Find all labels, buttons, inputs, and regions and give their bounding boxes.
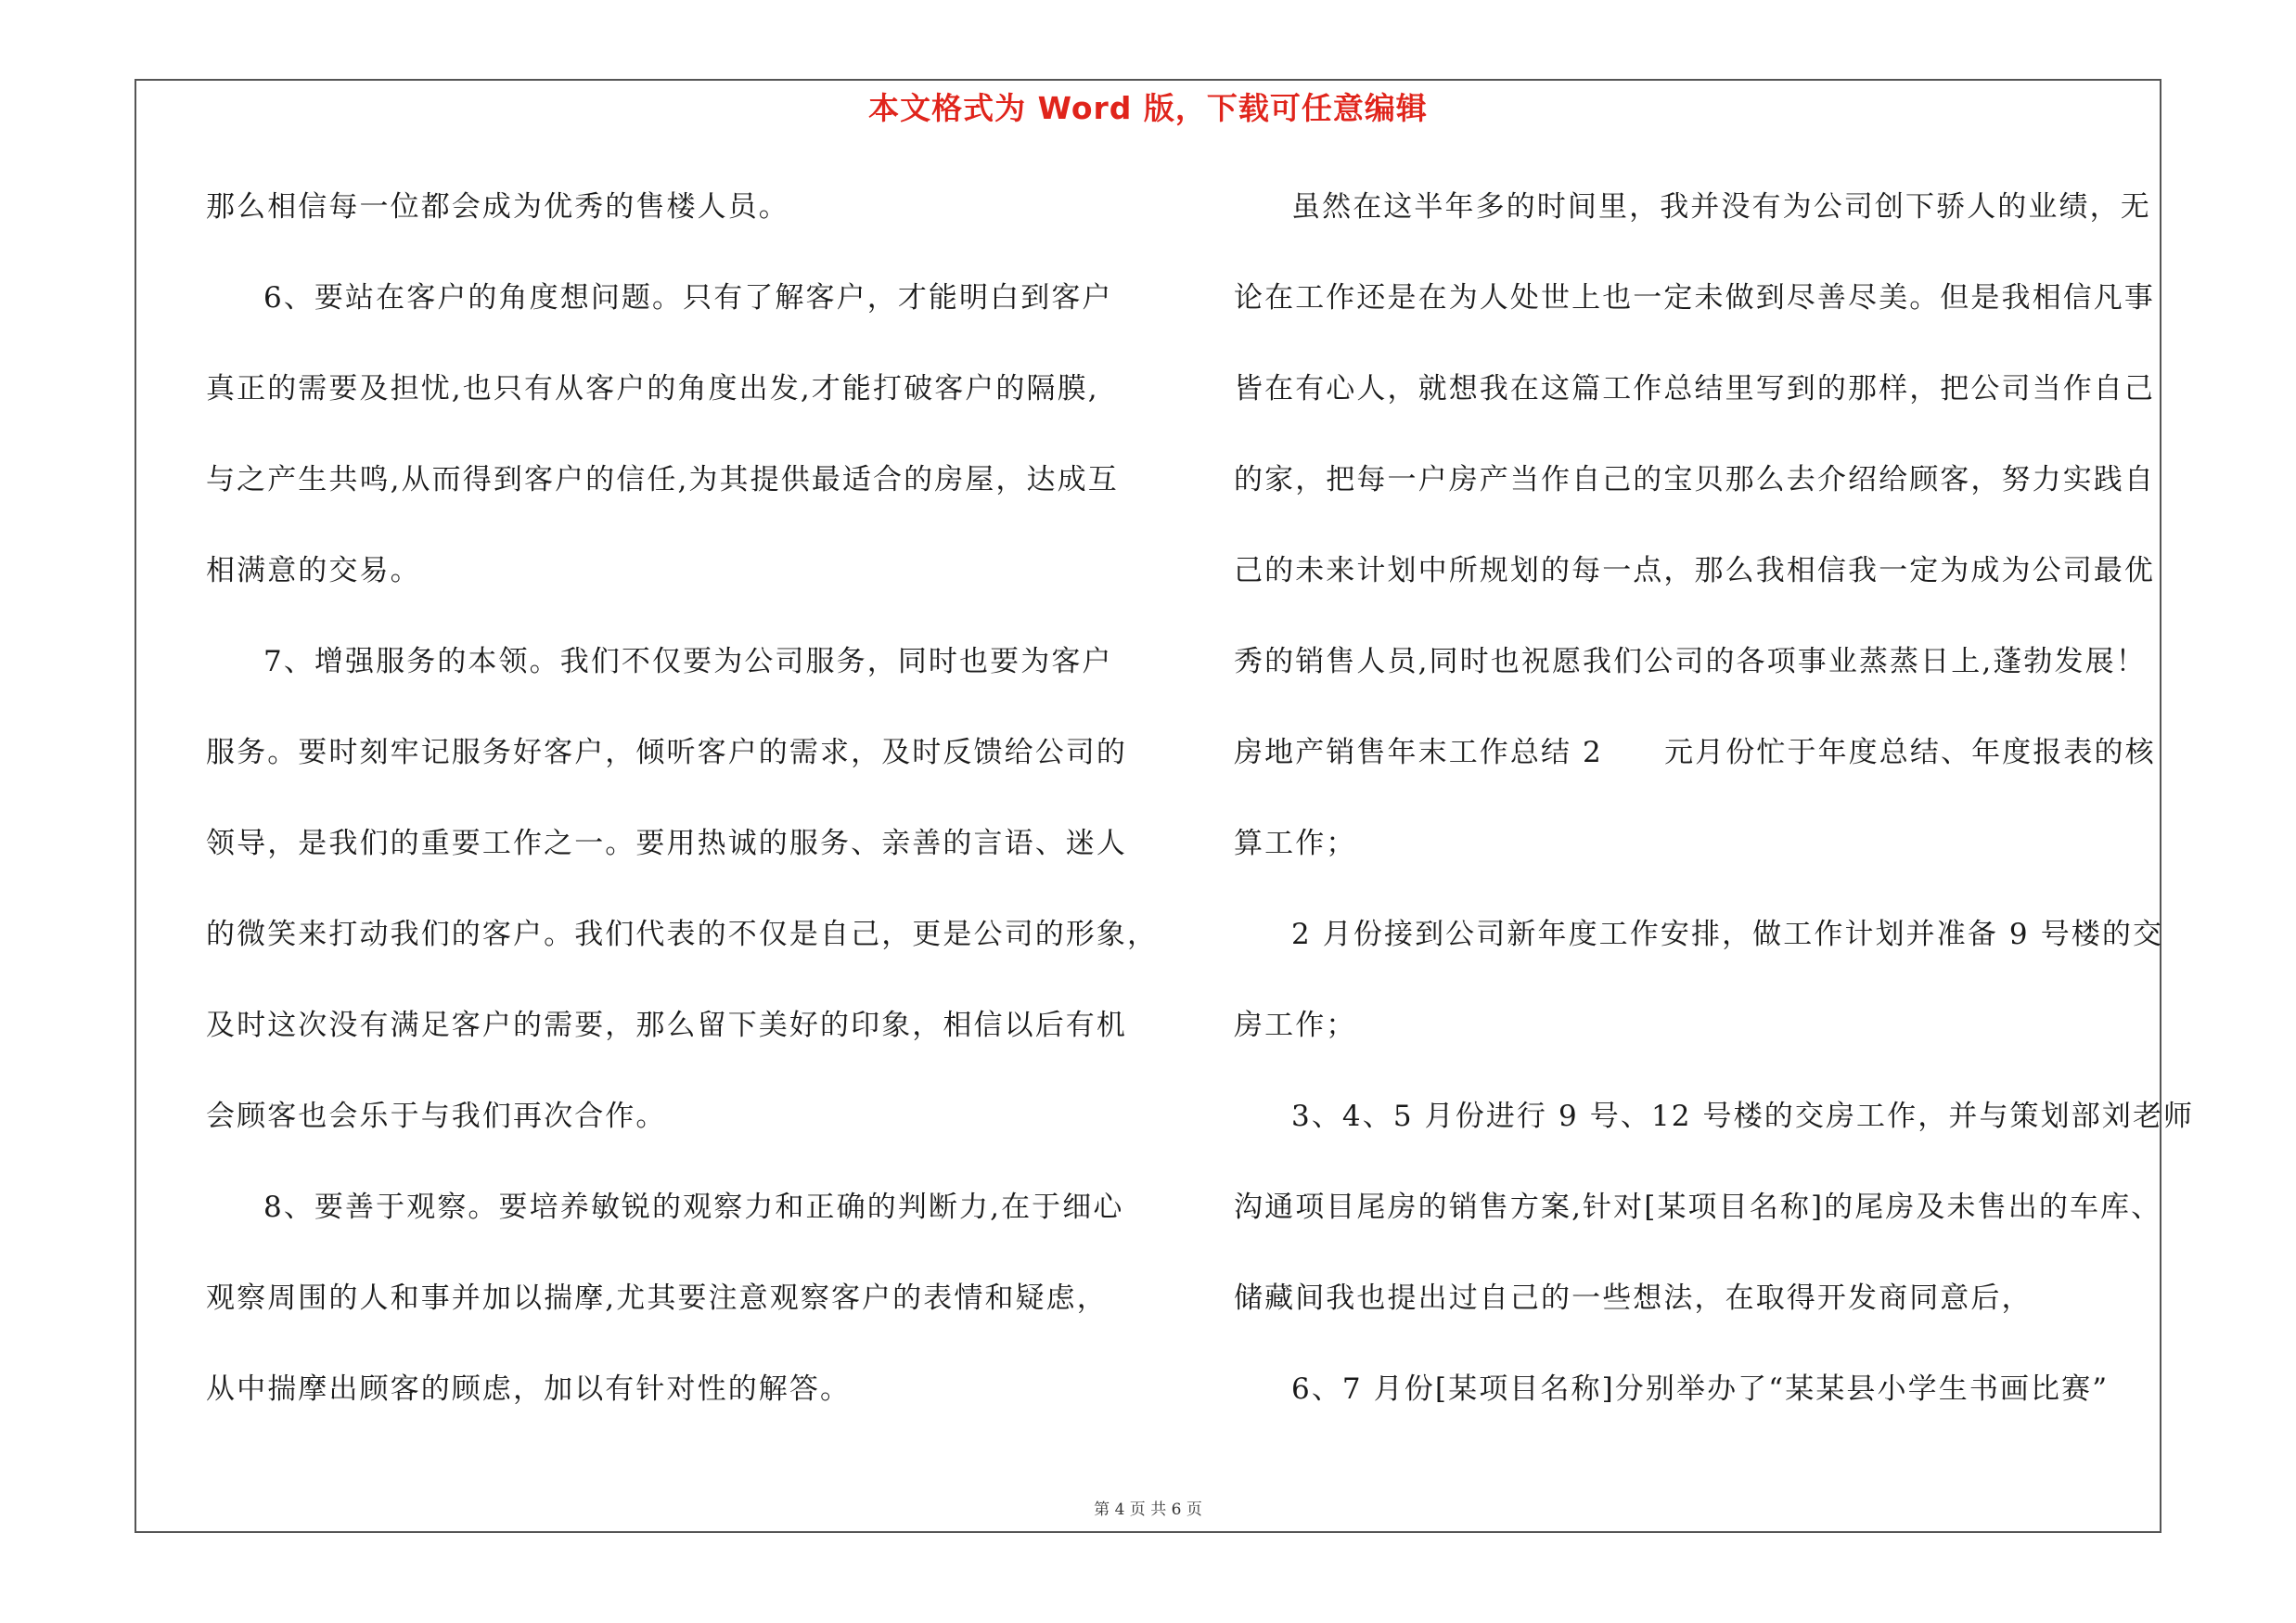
text-line: 领导，是我们的重要工作之一。要用热诚的服务、亲善的言语、迷人 [206,827,1127,860]
text-line: 6、7 月份[某项目名称]分别举办了“某某县小学生书画比赛” [1291,1372,2110,1406]
text-line: 储藏间我也提出过自己的一些想法，在取得开发商同意后， [1234,1282,2033,1315]
text-line: 房工作； [1234,1009,1357,1042]
page-number: 第 4 页 共 6 页 [1094,1501,1202,1519]
word-format-banner: 本文格式为 Word 版，下载可任意编辑 [868,90,1428,126]
text-line: 及时这次没有满足客户的需要，那么留下美好的印象，相信以后有机 [206,1009,1127,1042]
text-line: 那么相信每一位都会成为优秀的售楼人员。 [206,190,789,224]
text-line: 皆在有心人，就想我在这篇工作总结里写到的那样，把公司当作自己 [1234,372,2155,406]
text-line: 真正的需要及担忧,也只有从客户的角度出发,才能打破客户的隔膜, [206,372,1099,406]
text-line: 秀的销售人员,同时也祝愿我们公司的各项事业蒸蒸日上,蓬勃发展！ [1234,645,2147,678]
text-line: 服务。要时刻牢记服务好客户，倾听客户的需求，及时反馈给公司的 [206,736,1127,769]
text-line: 沟通项目尾房的销售方案,针对[某项目名称]的尾房及未售出的车库、 [1234,1191,2162,1224]
text-line: 6、要站在客户的角度想问题。只有了解客户，才能明白到客户 [263,281,1113,315]
text-line: 与之产生共鸣,从而得到客户的信任,为其提供最适合的房屋，达成互 [206,463,1119,496]
text-line: 的微笑来打动我们的客户。我们代表的不仅是自己，更是公司的形象， [206,918,1159,951]
text-line: 7、增强服务的本领。我们不仅要为公司服务，同时也要为客户 [263,645,1113,678]
text-line: 虽然在这半年多的时间里，我并没有为公司创下骄人的业绩，无 [1291,190,2151,224]
text-line: 2 月份接到公司新年度工作安排，做工作计划并准备 9 号楼的交 [1291,918,2164,951]
text-line: 的家，把每一户房产当作自己的宝贝那么去介绍给顾客，努力实践自 [1234,463,2155,496]
text-line: 房地产销售年末工作总结 2 元月份忙于年度总结、年度报表的核 [1234,736,2156,769]
text-line: 算工作； [1234,827,1357,860]
text-line: 论在工作还是在为人处世上也一定未做到尽善尽美。但是我相信凡事 [1234,281,2155,315]
text-line: 会顾客也会乐于与我们再次合作。 [206,1100,667,1133]
text-line: 己的未来计划中所规划的每一点，那么我相信我一定为成为公司最优 [1234,554,2155,587]
text-line: 3、4、5 月份进行 9 号、12 号楼的交房工作，并与策划部刘老师 [1291,1100,2195,1133]
text-line: 相满意的交易。 [206,554,421,587]
text-line: 观察周围的人和事并加以揣摩,尤其要注意观察客户的表情和疑虑， [206,1282,1108,1315]
text-line: 从中揣摩出顾客的顾虑，加以有针对性的解答。 [206,1372,852,1406]
text-line: 8、要善于观察。要培养敏锐的观察力和正确的判断力,在于细心 [263,1191,1124,1224]
